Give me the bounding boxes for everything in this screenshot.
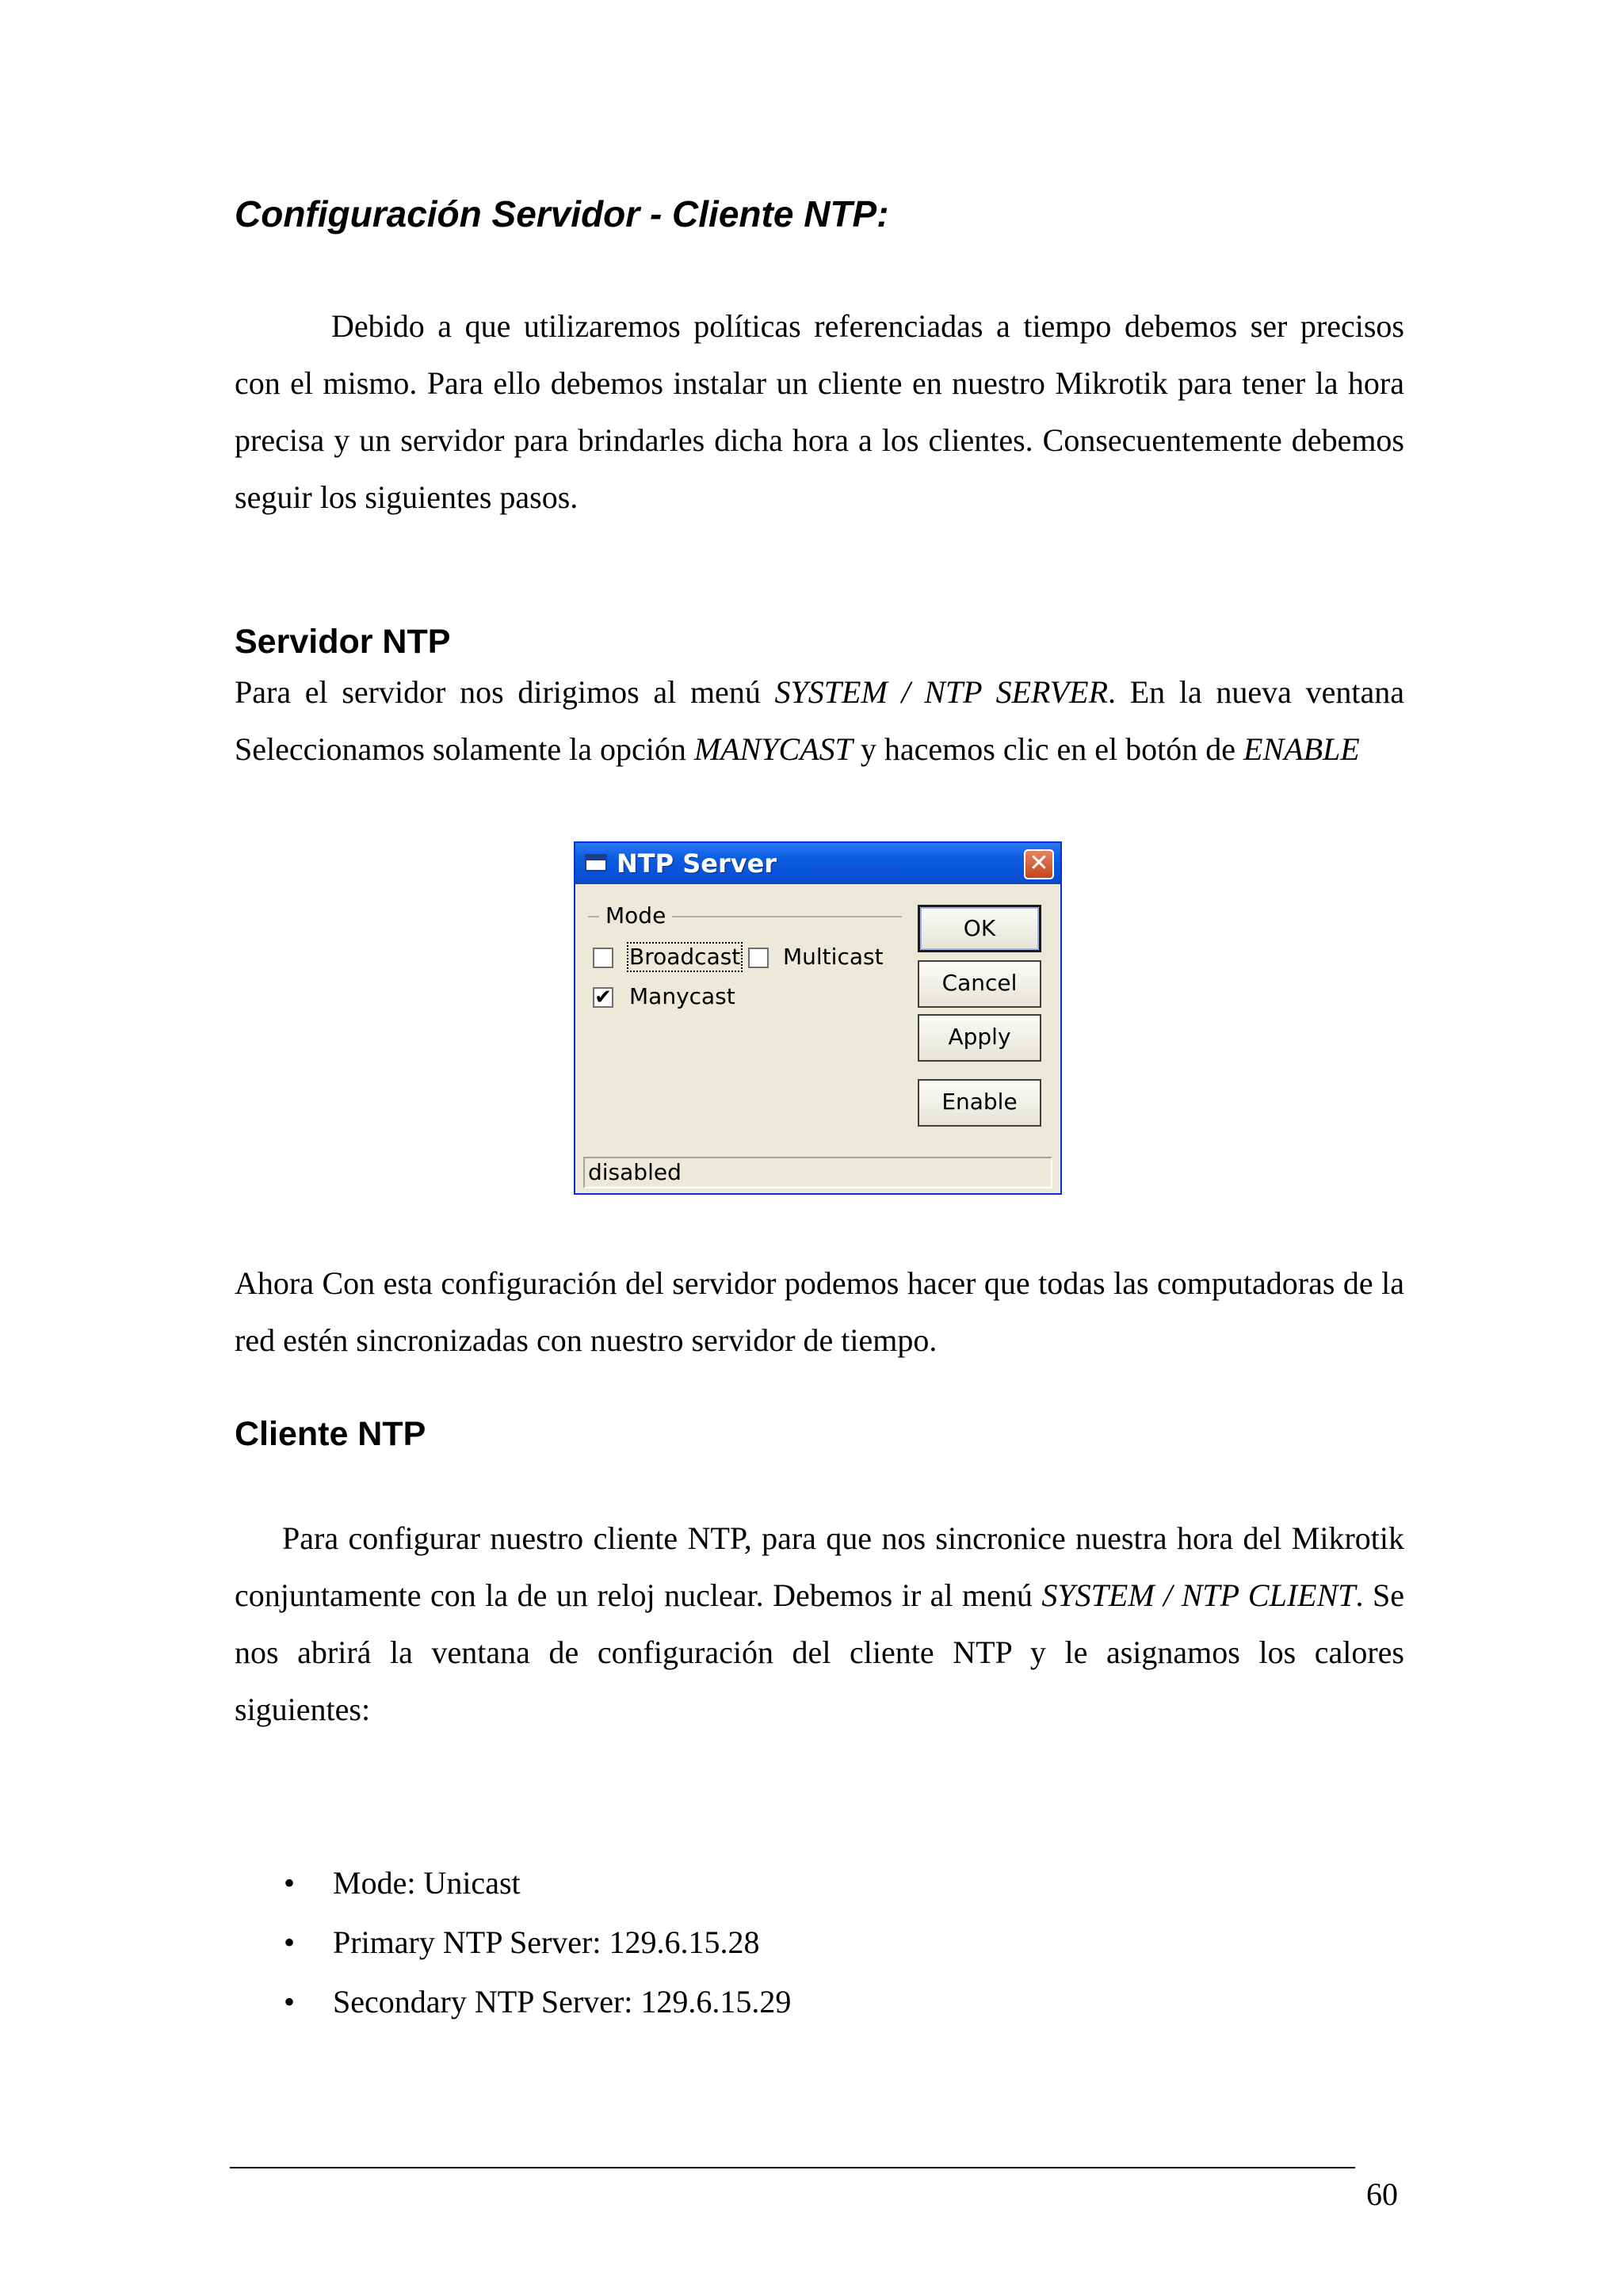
list-item-text: Mode: Unicast [333,1865,521,1901]
bullet-icon: • [284,1984,296,2019]
client-heading: Cliente NTP [235,1415,426,1453]
list-item-text: Secondary NTP Server: 129.6.15.29 [333,1984,792,2019]
server-text-2: . En la nueva ventana Seleccionamos solamente la opción [235,674,1405,767]
page-title: Configuración Servidor - Cliente NTP: [235,193,889,235]
bullet-icon: • [284,1865,296,1901]
mode-legend: Mode [599,902,672,930]
after-dialog-paragraph: Ahora Con esta configuración del servidor podemos hacer que todas las computadoras de la red estén sincronizadas con nuestro servidor de tiempo. [235,1265,1404,1358]
server-menu-path: SYSTEM / NTP SERVER [774,674,1109,710]
mode-group [588,902,902,929]
enable-button[interactable]: Enable [918,1079,1041,1127]
window-icon [585,854,607,871]
manycast-label[interactable]: Manycast [629,983,735,1009]
apply-button[interactable]: Apply [918,1014,1041,1062]
close-icon[interactable]: ✕ [1024,849,1054,879]
ntp-server-dialog [574,841,1062,1195]
multicast-checkbox[interactable] [748,948,769,968]
dialog-titlebar[interactable] [575,843,1060,884]
ok-button[interactable]: OK [918,905,1041,952]
manycast-checkbox[interactable]: ✔ [593,987,613,1008]
broadcast-label[interactable]: Broadcast [629,944,741,970]
server-paragraph [235,664,1404,778]
client-text-2: . Se nos abrirá la ventana de configuración del cliente NTP y le asignamos los calores siguientes: [235,1577,1405,1727]
cancel-button[interactable]: Cancel [918,960,1041,1008]
status-bar: disabled [583,1157,1052,1188]
list-item [235,1853,791,1913]
ntp-client-values-list [235,1853,791,2031]
list-item-text: Primary NTP Server: 129.6.15.28 [333,1924,760,1960]
server-button-ref: ENABLE [1243,731,1360,767]
client-paragraph [235,1510,1404,1738]
server-option: MANYCAST [693,731,853,767]
server-text-3: y hacemos clic en el botón de [852,731,1244,767]
multicast-label[interactable]: Multicast [783,944,884,970]
list-item [235,1972,791,2031]
bullet-icon: • [284,1924,296,1960]
client-text-1: Para configurar nuestro cliente NTP, para que nos sincronice nuestra hora del Mikrotik conjuntamente con la de un reloj nuclear. Debemos ir al menú [235,1520,1404,1613]
intro-text: Debido a que utilizaremos políticas referenciadas a tiempo debemos ser precisos con el mismo. Para ello debemos instalar un cliente en nuestro Mikrotik para tener la hora precisa y un servidor para brindarles dicha hora a los clientes. Consecuentemente debemos seguir los siguientes pasos. [235,308,1404,515]
dialog-title: NTP Server [617,849,777,879]
page-number: 60 [1366,2176,1398,2212]
server-text-1: Para el servidor nos dirigimos al menú [235,674,775,710]
footer-rule [230,2167,1355,2168]
client-menu-path: SYSTEM / NTP CLIENT [1041,1577,1356,1613]
intro-paragraph [235,298,1404,526]
list-item [235,1913,791,1972]
broadcast-checkbox[interactable] [593,948,613,968]
server-heading: Servidor NTP [235,623,451,661]
